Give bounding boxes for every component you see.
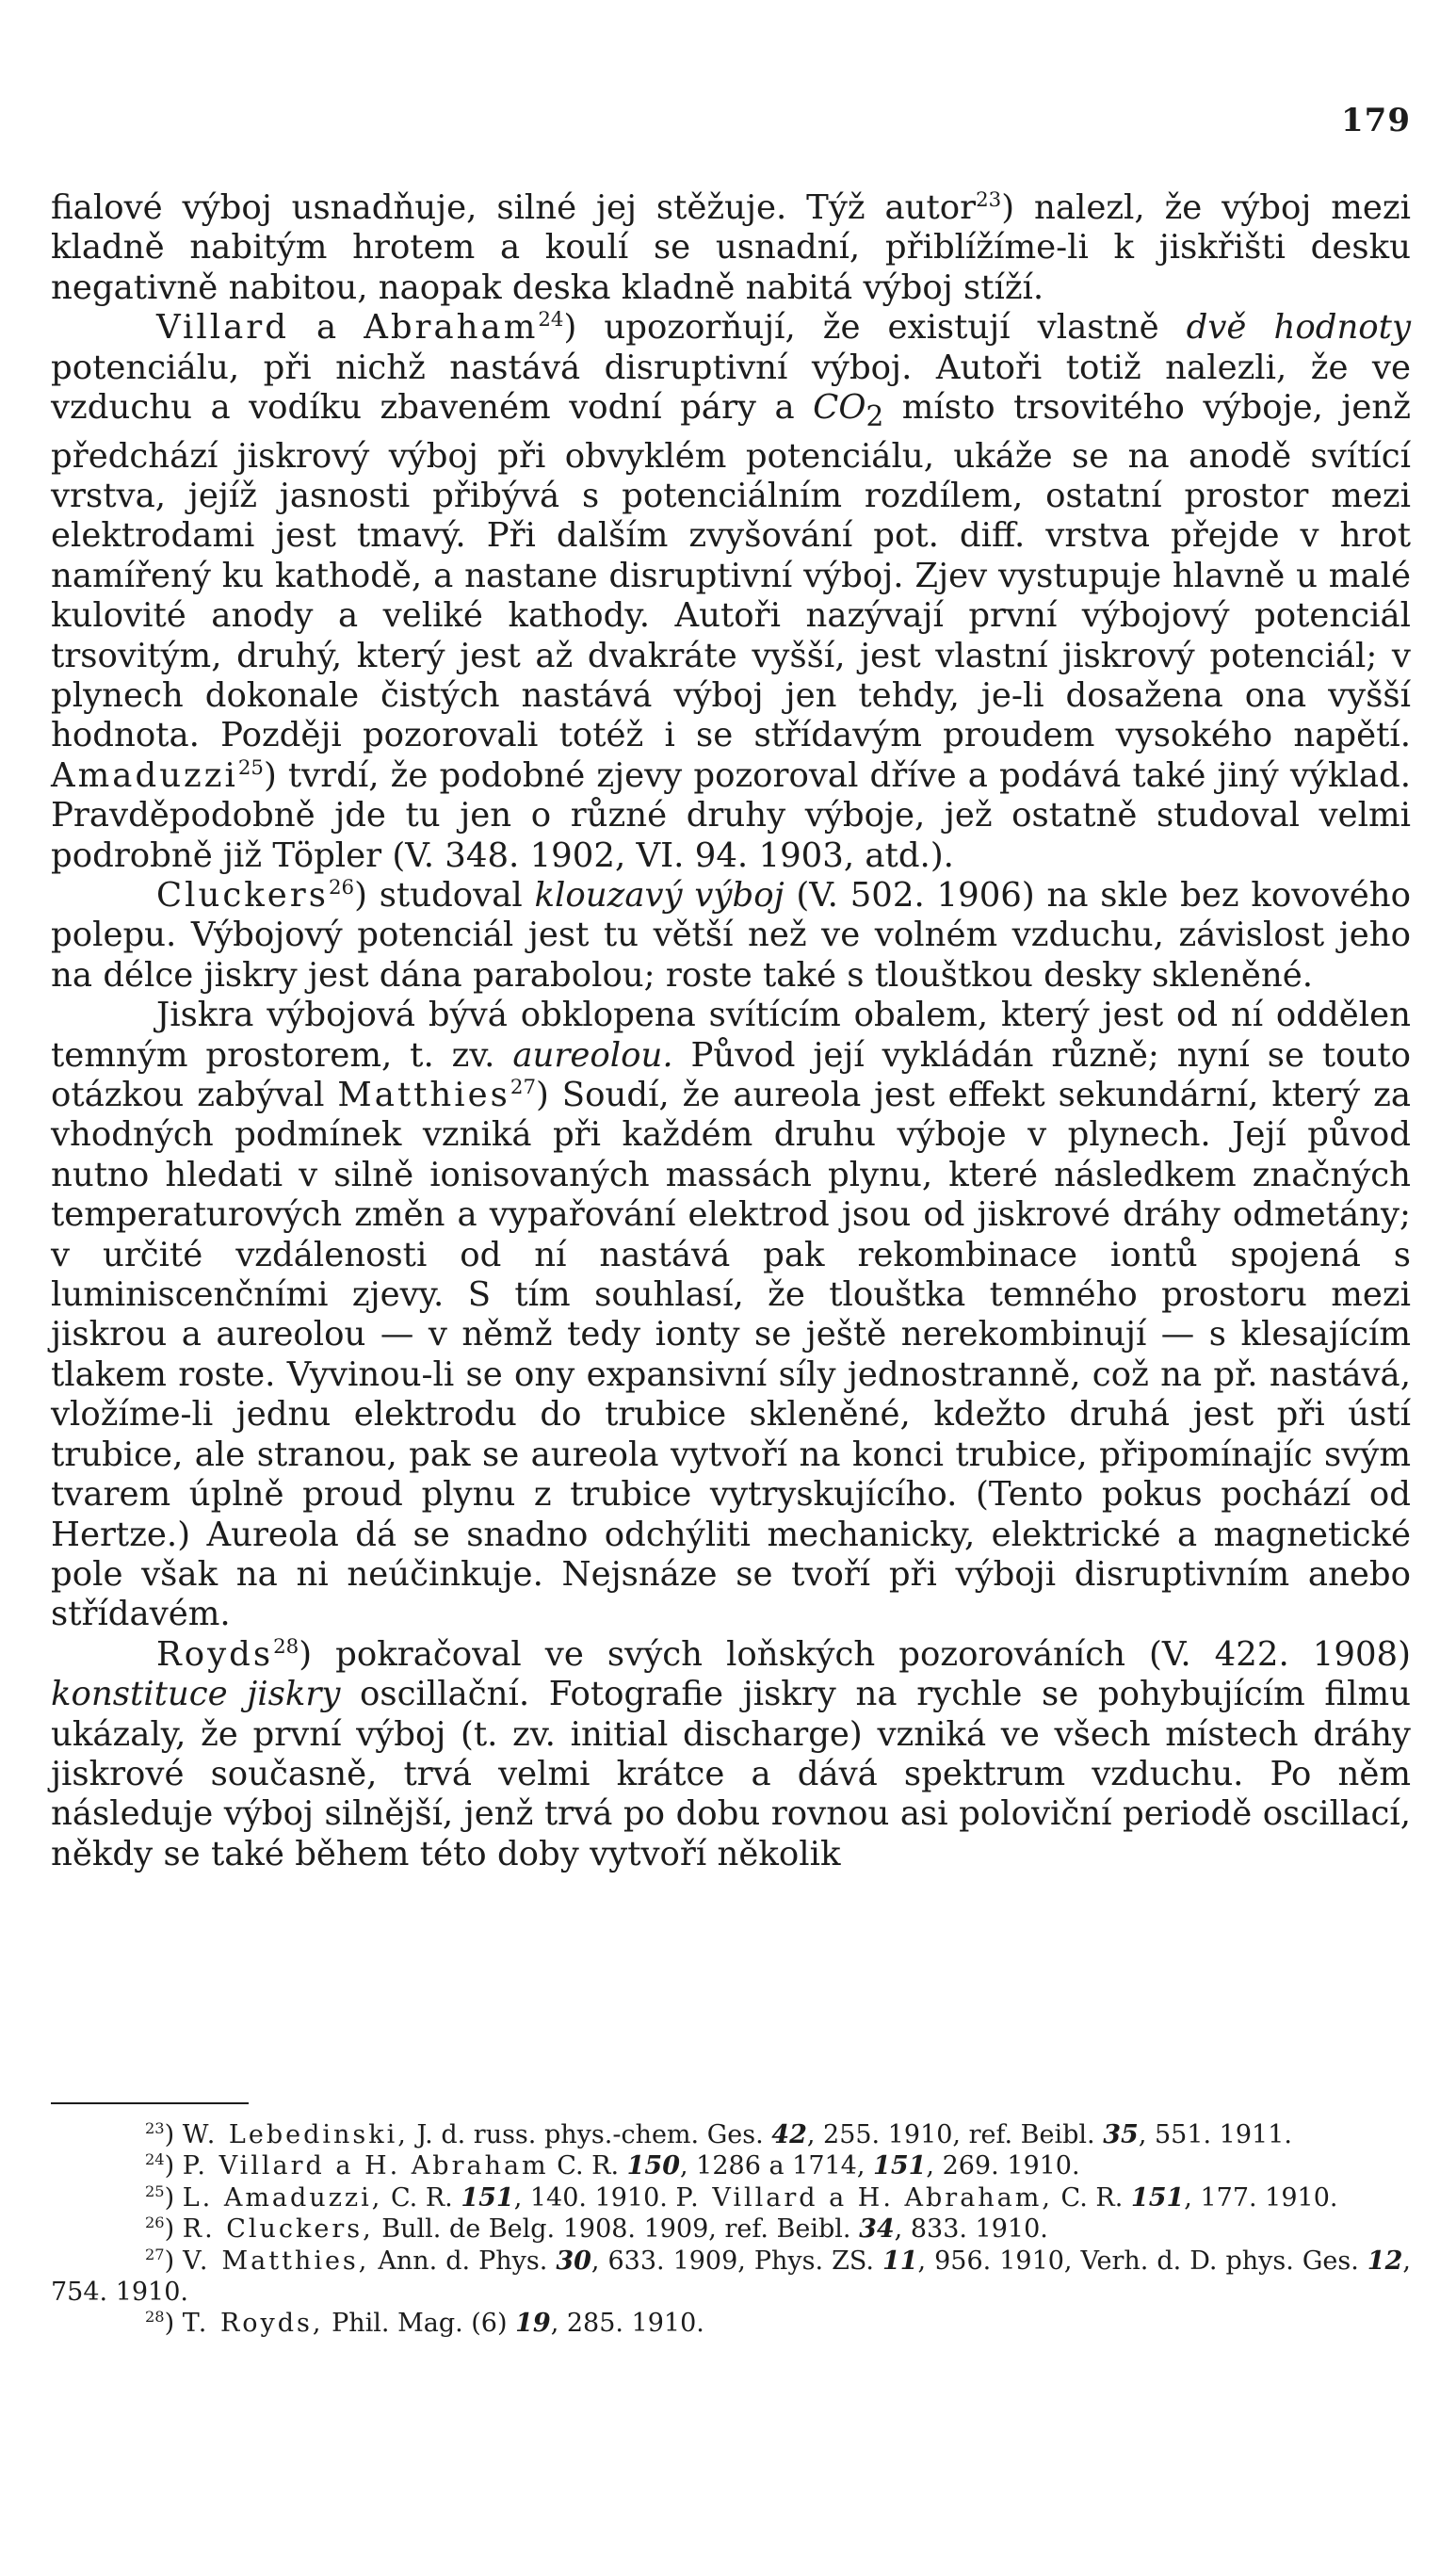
footnote-ref: 25 — [237, 755, 264, 780]
author-name: Royds — [156, 1634, 274, 1674]
footnote-23: $^{23}$) W. Lebedinski, J. d. russ. phys.-chem. Ges. 42, 255. 1910, ref. Beibl. 35, 551. 1911. — [145, 2119, 1292, 2149]
emphasis: konstituce jiskry — [51, 1675, 341, 1714]
footnotes — [51, 2119, 1411, 2340]
footnote-ref: 23 — [976, 188, 1002, 213]
footnote-24: $^{24}$) P. Villard a H. Abraham C. R. 150, 1286 a 1714, 151, 269. 1910. — [145, 2150, 1080, 2181]
paragraph-5: Royds$^{28}$) pokračoval ve svých loňských pozorováních (V. 422. 1908) konstituce jiskry oscillační. Fotografie jiskry na rychle se pohybujícím filmu ukázaly, že první výboj (t. zv. initial discharge) vzniká ve všech místech dráhy jiskrové současně, trvá velmi krátce a dává spektrum vzduchu. Po něm následuje výboj silnější, jenž trvá po dobu rovnou asi poloviční periodě oscillací, někdy se také během této doby vytvoří několik — [51, 1634, 1411, 1873]
author-name: Amaduzzi — [51, 755, 238, 795]
footnote-ref: 24 — [538, 308, 564, 332]
footnote-ref: 26 — [328, 876, 355, 900]
footnote-28: $^{28}$) T. Royds, Phil. Mag. (6) 19, 285. 1910. — [145, 2308, 704, 2339]
footnote-ref: 28 — [273, 1634, 299, 1659]
paragraph-2: Villard a Abraham$^{24}$) upozorňují, že existují vlastně dvě hodnoty potenciálu, při nichž nastává disruptivní výboj. Autoři totiž nalezli, že ve vzduchu a vodíku zbaveném vodní páry a $CO_2$ místo trsovitého výboje, jenž předchází jiskrový výboj při obvyklém potenciálu, ukáže se na anodě svítící vrstva, jejíž jasnosti přibývá s potenciálním rozdílem, ostatní prostor mezi elektrodami jest tmavý. Při dalším zvyšování pot. diff. vrstva přejde v hrot namířený ku kathodě, a nastane disruptivní výboj. Zjev vystupuje hlavně u malé kulovité anody a veliké kathody. Autoři nazývají první výbojový potenciál trsovitým, druhý, který jest až dvakráte vyšší, jest vlastní jiskrový potenciál; v plynech dokonale čistých nastává výboj jen tehdy, je-li dosažena ona vyšší hodnota. Později pozorovali totéž i se střídavým proudem vysokého napětí. Amaduzzi$^{25}$) tvrdí, že podobné zjevy pozoroval dříve a podává také jiný výklad. Pravděpodobně jde tu jen o různé druhy výboje, jež ostatně studoval velmi podrobně již Töpler (V. 348. 1902, VI. 94. 1903, atd.). — [51, 308, 1412, 875]
paragraph-4: Jiskra výbojová bývá obklopena svítícím obalem, který jest od ní oddělen temným prostorem, t. zv. aureolou. Původ její vykládán různě; nyní se touto otázkou zabýval Matthies$^{27}$) Soudí, že aureola jest effekt sekundární, který za vhodných podmínek vzniká při každém druhu výboje v plynech. Její původ nutno hledati v silně ionisovaných massách plynu, které následkem značných temperaturových změn a vypařování elektrod jsou od jiskrové dráhy odmetány; v určité vzdálenosti od ní nastává pak rekombinace iontů spojená s luminiscenčními zjevy. S tím souhlasí, že tlouštka temného prostoru mezi jiskrou a aureolou — v němž tedy ionty se ještě nerekombinují — s klesajícím tlakem roste. Vyvinou-li se ony expansivní síly jednostranně, což na př. nastává, vložíme-li jednu elektrodu do trubice skleněné, kdežto druhá jest při ústí trubice, ale stranou, pak se aureola vytvoří na konci trubice, připomínajíc svým tvarem úplně proud plynu z trubice vytryskujícího. (Tento pokus pochází od Hertze.) Aureola dá se snadno odchýliti mechanicky, elektrické a magnetické pole však na ni neúčinkuje. Nejsnáze se tvoří při výboji disruptivním anebo střídavém. — [51, 996, 1412, 1634]
paragraph-3: Cluckers$^{26}$) studoval klouzavý výboj (V. 502. 1906) na skle bez kovového polepu. Výbojový potenciál jest tu větší než ve volném vzduchu, závislost jeho na délce jiskry jest dána parabolou; roste také s tlouštkou desky skleněné. — [51, 876, 1411, 995]
footnote-26: $^{26}$) R. Cluckers, Bull. de Belg. 1908. 1909, ref. Beibl. 34, 833. 1910. — [145, 2213, 1048, 2245]
author-name: Villard — [156, 308, 289, 348]
footnote-ref: 27 — [510, 1076, 536, 1100]
emphasis: aureolou. — [512, 1035, 673, 1075]
footnote-27: $^{27}$) V. Matthies, Ann. d. Phys. 30, 633. 1909, Phys. ZS. 11, 956. 1910, Verh. d. D. phys. Ges. 12, 754. 1910. — [51, 2245, 1411, 2308]
article-body — [51, 188, 1411, 1874]
author-name: Matthies — [337, 1076, 510, 1115]
emphasis: dvě hodnoty — [1186, 308, 1412, 348]
author-name: Abraham — [364, 308, 539, 348]
footnote-25: $^{25}$) L. Amaduzzi, C. R. 151, 140. 1910. P. Villard a H. Abraham, C. R. 151, 177. 1910. — [145, 2181, 1338, 2213]
formula: CO — [813, 388, 866, 428]
page-number: 179 — [1341, 102, 1411, 139]
footnote-divider — [51, 2102, 249, 2104]
author-name: Cluckers — [156, 876, 329, 915]
paragraph-1: fialové výboj usnadňuje, silné jej stěžuje. Týž autor$^{23}$) nalezl, že výboj mezi kladně nabitým hrotem a koulí se usnadní, přiblížíme-li k jiskřišti desku negativně nabitou, naopak deska kladně nabitá výboj stíží. — [51, 188, 1411, 307]
emphasis: klouzavý výboj — [534, 876, 785, 915]
